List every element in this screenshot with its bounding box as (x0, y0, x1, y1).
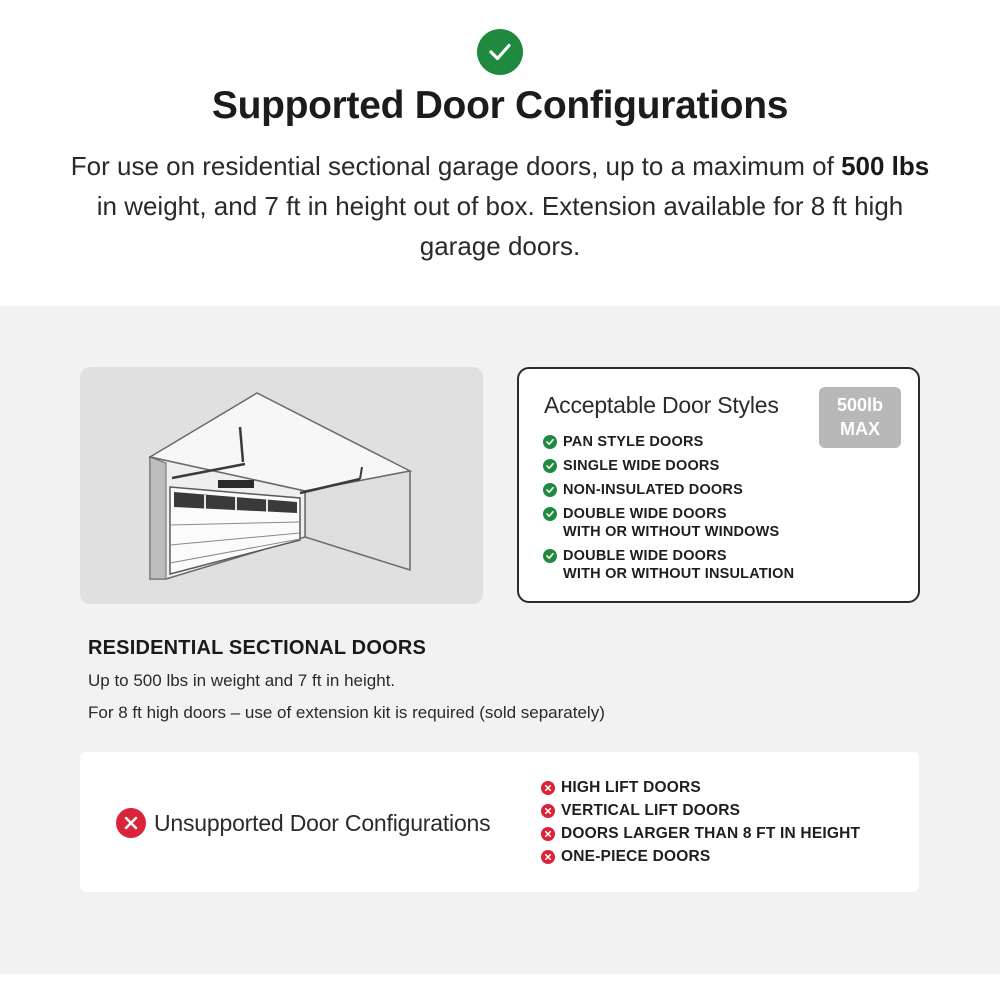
list-item-label: DOUBLE WIDE DOORS (563, 506, 727, 522)
check-icon (543, 459, 557, 473)
residential-weight-text: Up to 500 lbs in weight and 7 ft in height. (88, 671, 396, 690)
list-item-label: DOUBLE WIDE DOORS (563, 548, 727, 564)
list-item (543, 457, 794, 475)
list-item (543, 505, 794, 541)
weight-max-badge (819, 387, 901, 448)
check-circle-icon (477, 29, 523, 75)
x-icon (541, 850, 555, 864)
unsupported-list (541, 779, 860, 871)
list-item-label: DOORS LARGER THAN 8 FT IN HEIGHT (561, 825, 861, 842)
unsupported-title: Unsupported Door Configurations (154, 810, 491, 836)
residential-title: RESIDENTIAL SECTIONAL DOORS (88, 637, 427, 659)
list-item-label: VERTICAL LIFT DOORS (561, 802, 741, 819)
garage-door-illustration (80, 367, 483, 604)
acceptable-styles-list (543, 433, 794, 589)
list-item (543, 547, 794, 583)
list-item-label: SINGLE WIDE DOORS (563, 458, 720, 474)
list-item-sublabel: WITH OR WITHOUT INSULATION (563, 566, 795, 582)
subtitle-text-2: in weight, and 7 ft in height out of box. Extension available for 8 ft high garage doors. (96, 191, 904, 261)
x-circle-icon (116, 808, 146, 838)
list-item (541, 802, 860, 825)
residential-extension-text: For 8 ft high doors – use of extension kit is required (sold separately) (88, 703, 605, 722)
unsupported-card (80, 752, 919, 892)
list-item (543, 481, 794, 499)
list-item-label: HIGH LIFT DOORS (561, 779, 701, 796)
x-icon (541, 804, 555, 818)
list-item-sublabel: WITH OR WITHOUT WINDOWS (563, 524, 780, 540)
header-section (0, 0, 1000, 306)
list-item (541, 825, 860, 848)
list-item (541, 848, 860, 871)
list-item-label: PAN STYLE DOORS (563, 434, 704, 450)
acceptable-styles-title: Acceptable Door Styles (544, 392, 779, 418)
subtitle-text-1: For use on residential sectional garage doors, up to a maximum of (70, 151, 842, 181)
check-icon (543, 435, 557, 449)
badge-max: MAX (840, 419, 880, 439)
check-icon (543, 483, 557, 497)
x-icon (541, 827, 555, 841)
acceptable-styles-card (517, 367, 920, 603)
list-item-label: ONE-PIECE DOORS (561, 848, 711, 865)
list-item-label: NON-INSULATED DOORS (563, 482, 743, 498)
page-subtitle (70, 146, 930, 266)
page-title: Supported Door Configurations (211, 84, 789, 127)
subtitle-weight-bold: 500 lbs (841, 151, 930, 181)
list-item (541, 779, 860, 802)
list-item (543, 433, 794, 451)
check-icon (543, 507, 557, 521)
check-icon (543, 549, 557, 563)
badge-weight: 500lb (836, 395, 884, 415)
x-icon (541, 781, 555, 795)
